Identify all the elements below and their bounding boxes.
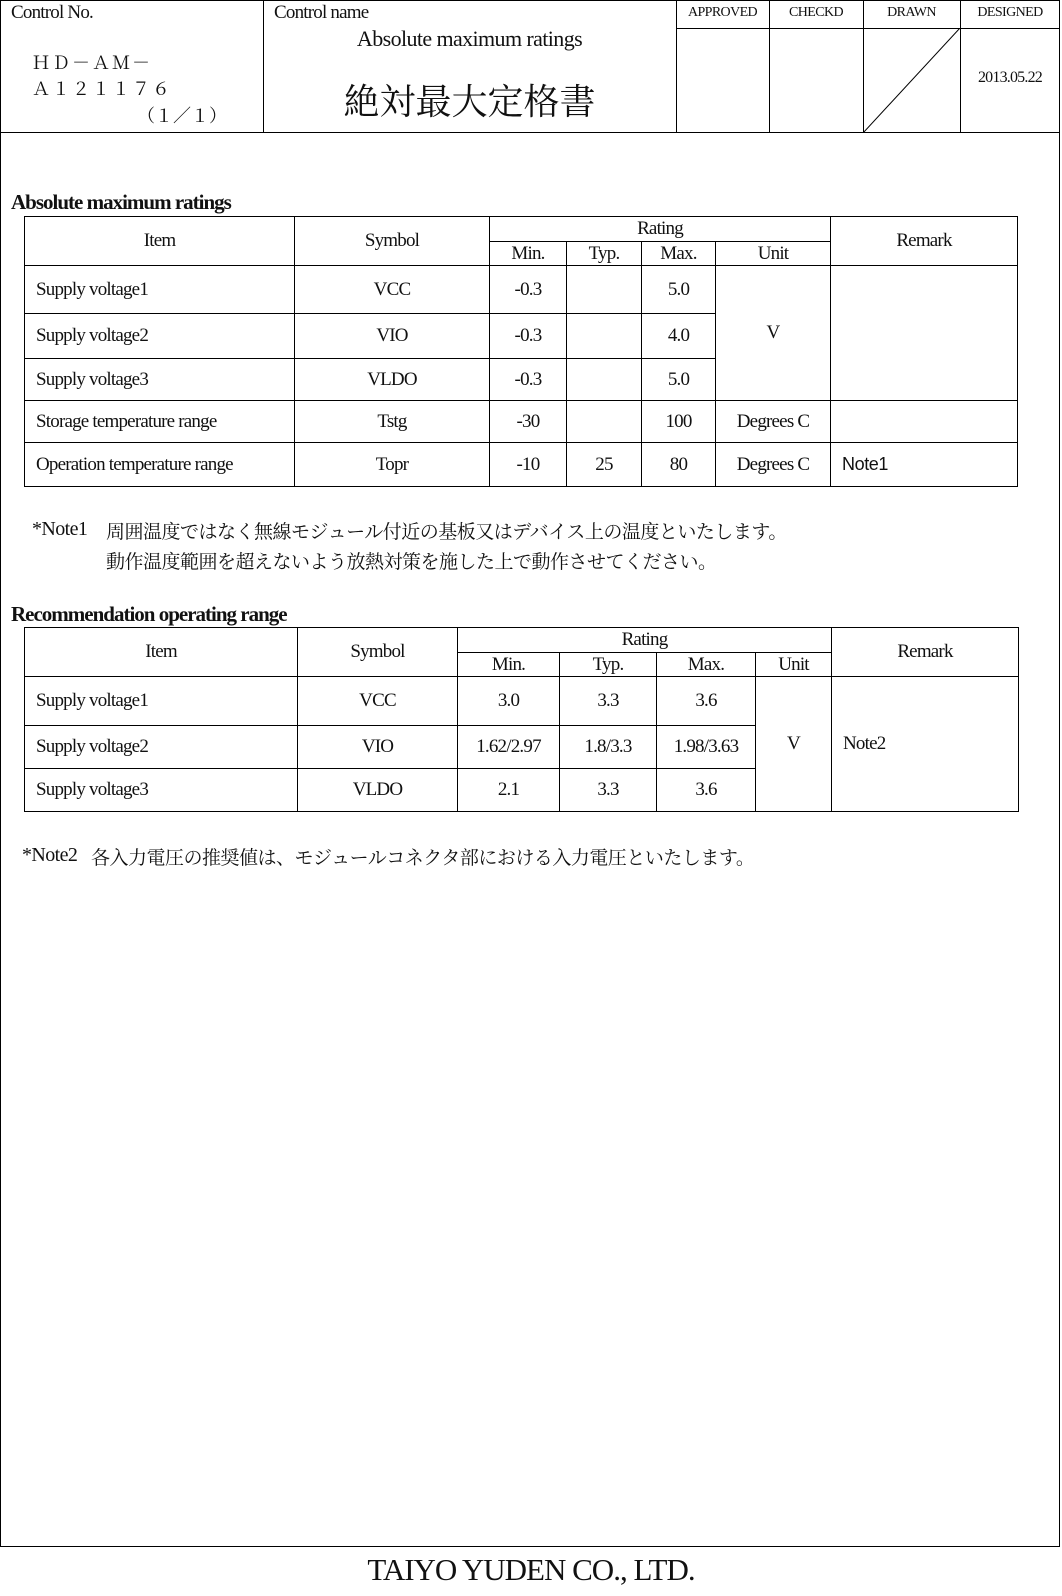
note1-line1: 周囲温度ではなく無線モジュール付近の基板又はデバイス上の温度といたします。 bbox=[106, 521, 787, 543]
note2-text: 各入力電圧の推奨値は、モジュールコネクタ部における入力電圧といたします。 bbox=[91, 847, 755, 869]
remark-cell: Note2 bbox=[832, 677, 1019, 812]
rec-operating-table bbox=[24, 627, 1019, 812]
max-cell: 3.6 bbox=[657, 677, 756, 726]
drawn-label: DRAWN bbox=[887, 5, 936, 20]
typ-cell: 1.8/3.3 bbox=[560, 726, 657, 769]
min-cell: -30 bbox=[490, 401, 567, 443]
min-cell: -0.3 bbox=[490, 359, 567, 401]
typ-cell: 25 bbox=[567, 443, 642, 487]
designed-date: 2013.05.22 bbox=[977, 69, 1042, 86]
symbol-cell: VCC bbox=[298, 677, 458, 726]
control-no-label: Control No. bbox=[11, 2, 93, 23]
header-remark: Remark bbox=[831, 217, 1018, 266]
unit-cell: Degrees C bbox=[716, 443, 831, 487]
table-row bbox=[25, 266, 1018, 314]
symbol-cell: Topr bbox=[295, 443, 490, 487]
table-row bbox=[25, 401, 1018, 443]
note2-label: *Note2 bbox=[22, 844, 78, 866]
note1-line2: 動作温度範囲を超えないよう放熱対策を施した上で動作させてください。 bbox=[106, 551, 717, 573]
max-cell: 4.0 bbox=[642, 314, 716, 359]
min-cell: -10 bbox=[490, 443, 567, 487]
min-cell: 3.0 bbox=[458, 677, 560, 726]
item-cell: Supply voltage3 bbox=[25, 359, 295, 401]
item-cell: Storage temperature range bbox=[25, 401, 295, 443]
header-max: Max. bbox=[657, 653, 756, 677]
header-rating: Rating bbox=[458, 628, 832, 653]
title-block bbox=[0, 0, 1060, 133]
remark-cell bbox=[831, 401, 1018, 443]
item-cell: Supply voltage3 bbox=[25, 769, 298, 812]
approved-label: APPROVED bbox=[687, 5, 758, 20]
typ-cell bbox=[567, 314, 642, 359]
header-unit: Unit bbox=[716, 242, 831, 266]
header-item: Item bbox=[25, 217, 295, 266]
max-cell: 100 bbox=[642, 401, 716, 443]
item-cell: Supply voltage1 bbox=[25, 266, 295, 314]
max-cell: 1.98/3.63 bbox=[657, 726, 756, 769]
remark-cell: Note1 bbox=[831, 443, 1018, 487]
item-cell: Supply voltage2 bbox=[25, 314, 295, 359]
typ-cell: 3.3 bbox=[560, 769, 657, 812]
checked-label: CHECKD bbox=[789, 5, 843, 20]
symbol-cell: VIO bbox=[295, 314, 490, 359]
max-cell: 3.6 bbox=[657, 769, 756, 812]
header-max: Max. bbox=[642, 242, 716, 266]
typ-cell: 3.3 bbox=[560, 677, 657, 726]
min-cell: 2.1 bbox=[458, 769, 560, 812]
control-no-line1: ＨＤ－ＡＭ－ bbox=[32, 53, 152, 74]
abs-section-title: Absolute maximum ratings bbox=[11, 190, 231, 214]
min-cell: 1.62/2.97 bbox=[458, 726, 560, 769]
header-symbol: Symbol bbox=[298, 628, 458, 677]
header-remark: Remark bbox=[832, 628, 1019, 677]
max-cell: 80 bbox=[642, 443, 716, 487]
document-title-en: Absolute maximum ratings bbox=[356, 26, 583, 51]
abs-ratings-table bbox=[24, 216, 1018, 487]
table-row bbox=[25, 677, 1019, 726]
designed-label: DESIGNED bbox=[977, 5, 1043, 20]
max-cell: 5.0 bbox=[642, 266, 716, 314]
typ-cell bbox=[567, 359, 642, 401]
symbol-cell: VLDO bbox=[298, 769, 458, 812]
max-cell: 5.0 bbox=[642, 359, 716, 401]
item-cell: Supply voltage2 bbox=[25, 726, 298, 769]
document-title-ja: 絶対最大定格書 bbox=[343, 82, 596, 123]
symbol-cell: VIO bbox=[298, 726, 458, 769]
control-name-label: Control name bbox=[274, 2, 369, 23]
control-no-line2: Ａ１２１１７６ bbox=[32, 79, 172, 100]
header-min: Min. bbox=[458, 653, 560, 677]
unit-cell: V bbox=[756, 677, 832, 812]
unit-cell: Degrees C bbox=[716, 401, 831, 443]
header-min: Min. bbox=[490, 242, 567, 266]
header-symbol: Symbol bbox=[295, 217, 490, 266]
header-item: Item bbox=[25, 628, 298, 677]
header-unit: Unit bbox=[756, 653, 832, 677]
item-cell: Supply voltage1 bbox=[25, 677, 298, 726]
table-row bbox=[25, 443, 1018, 487]
unit-cell: V bbox=[716, 266, 831, 401]
drawn-slash bbox=[863, 28, 960, 133]
header-typ: Typ. bbox=[567, 242, 642, 266]
company-name: TAIYO YUDEN CO., LTD. bbox=[367, 1552, 695, 1587]
rec-section-title: Recommendation operating range bbox=[11, 602, 287, 626]
remark-cell bbox=[831, 266, 1018, 401]
typ-cell bbox=[567, 266, 642, 314]
min-cell: -0.3 bbox=[490, 266, 567, 314]
header-typ: Typ. bbox=[560, 653, 657, 677]
min-cell: -0.3 bbox=[490, 314, 567, 359]
symbol-cell: VCC bbox=[295, 266, 490, 314]
note1-label: *Note1 bbox=[32, 518, 88, 540]
typ-cell bbox=[567, 401, 642, 443]
page-number: （１／１） bbox=[137, 106, 227, 127]
header-rating: Rating bbox=[490, 217, 831, 242]
symbol-cell: VLDO bbox=[295, 359, 490, 401]
item-cell: Operation temperature range bbox=[25, 443, 295, 487]
symbol-cell: Tstg bbox=[295, 401, 490, 443]
